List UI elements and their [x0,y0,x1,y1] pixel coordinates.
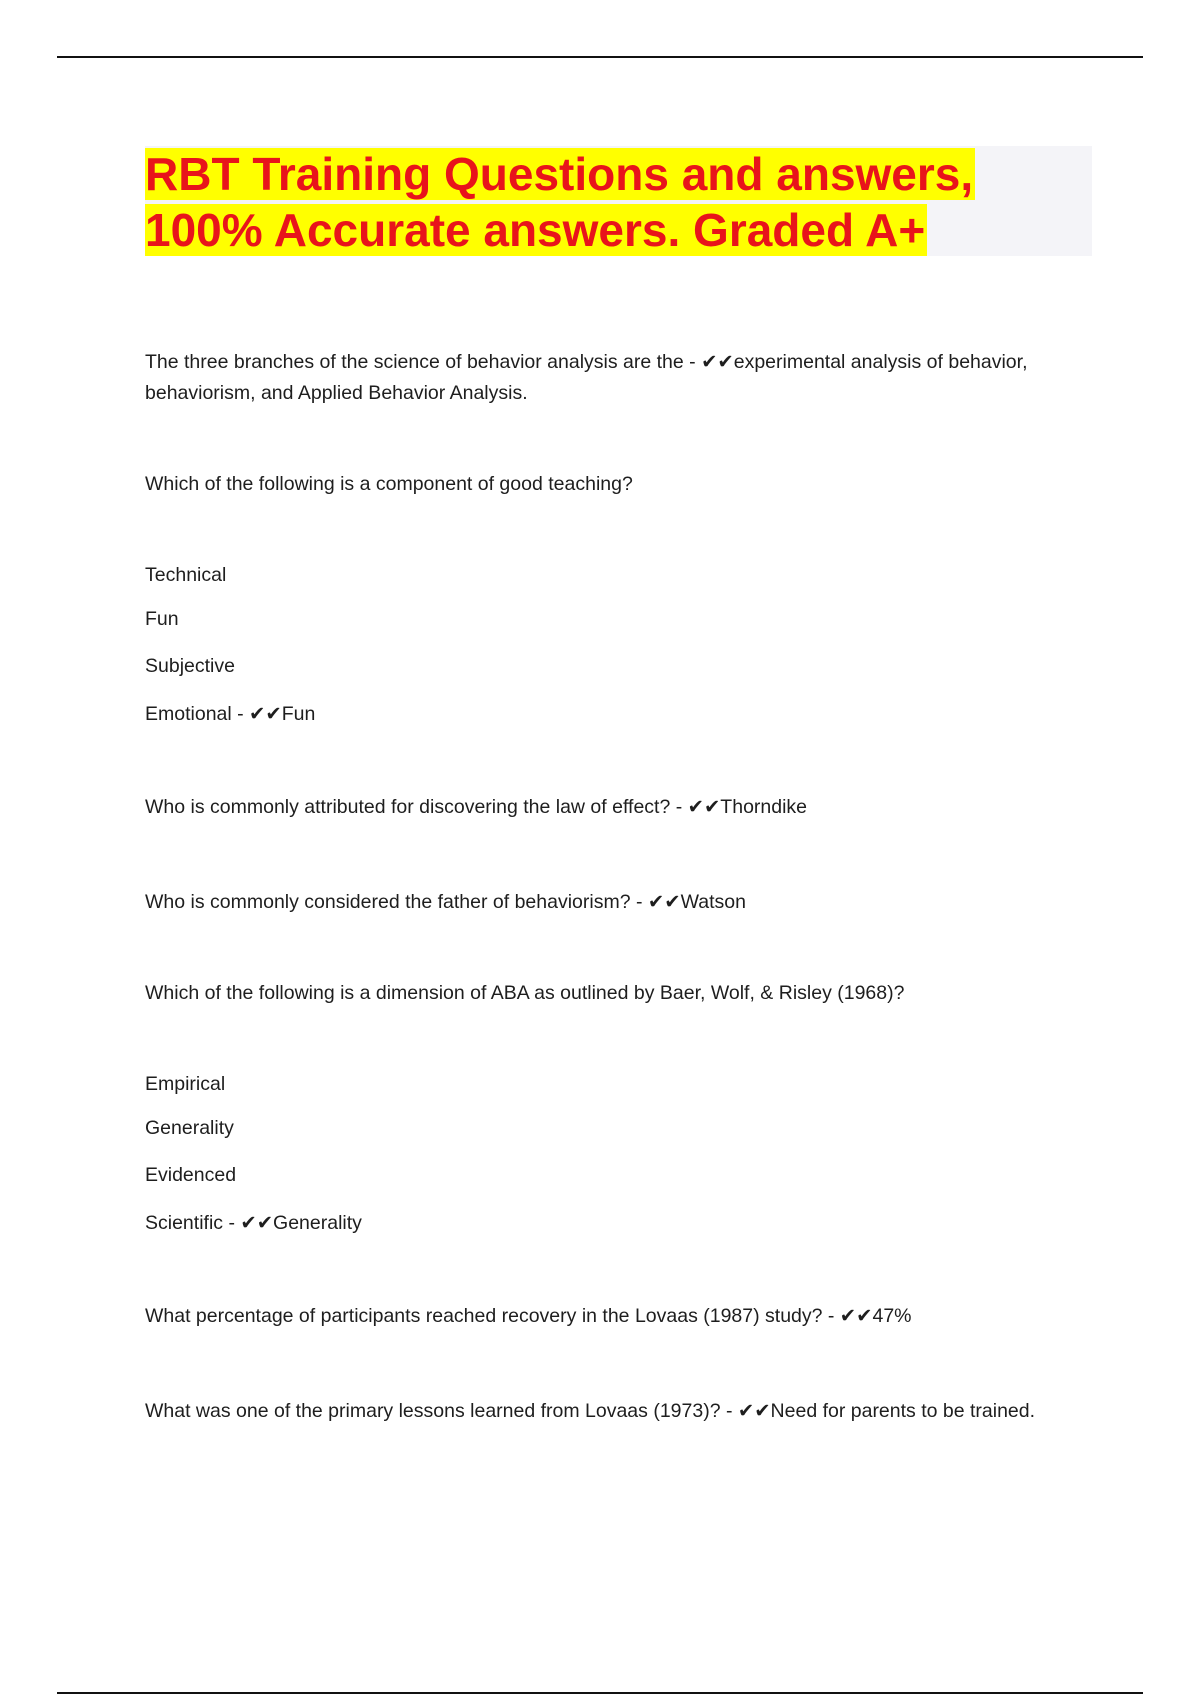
q2-option-3: Subjective [145,655,235,677]
bottom-rule [57,1692,1143,1694]
q5-option-3: Evidenced [145,1164,237,1186]
q2-option-1: Technical [145,564,227,586]
q5-question: Which of the following is a dimension of ABA as outlined by Baer, Wolf, & Risley (1968)? [145,982,905,1004]
title-line-1: RBT Training Questions and answers, [145,148,974,200]
q3-question-answer: Who is commonly attributed for discovering the law of effect? - ✔✔Thorndike [145,796,808,818]
title-block [145,146,1092,256]
q7-question-answer: What was one of the primary lessons learned from Lovaas (1973)? - ✔✔Need for parents to be trained. [145,1400,1036,1422]
q5-option-4-answer: Scientific - ✔✔Generality [145,1212,362,1234]
top-rule [57,56,1143,58]
q5-option-1: Empirical [145,1073,226,1095]
q2-option-4-answer: Emotional - ✔✔Fun [145,703,316,725]
q4-question-answer: Who is commonly considered the father of behaviorism? - ✔✔Watson [145,891,746,913]
q2-question: Which of the following is a component of good teaching? [145,473,633,495]
q1-line-1: The three branches of the science of behavior analysis are the - ✔✔experimental analysis of behavior, [145,351,1028,373]
document-title [145,146,1092,258]
title-line-2: 100% Accurate answers. Graded A+ [145,204,926,256]
q5-option-2: Generality [145,1117,234,1139]
q6-question-answer: What percentage of participants reached recovery in the Lovaas (1987) study? - ✔✔47% [145,1305,912,1327]
q1-line-2: behaviorism, and Applied Behavior Analysis. [145,382,528,404]
q2-option-2: Fun [145,608,179,630]
